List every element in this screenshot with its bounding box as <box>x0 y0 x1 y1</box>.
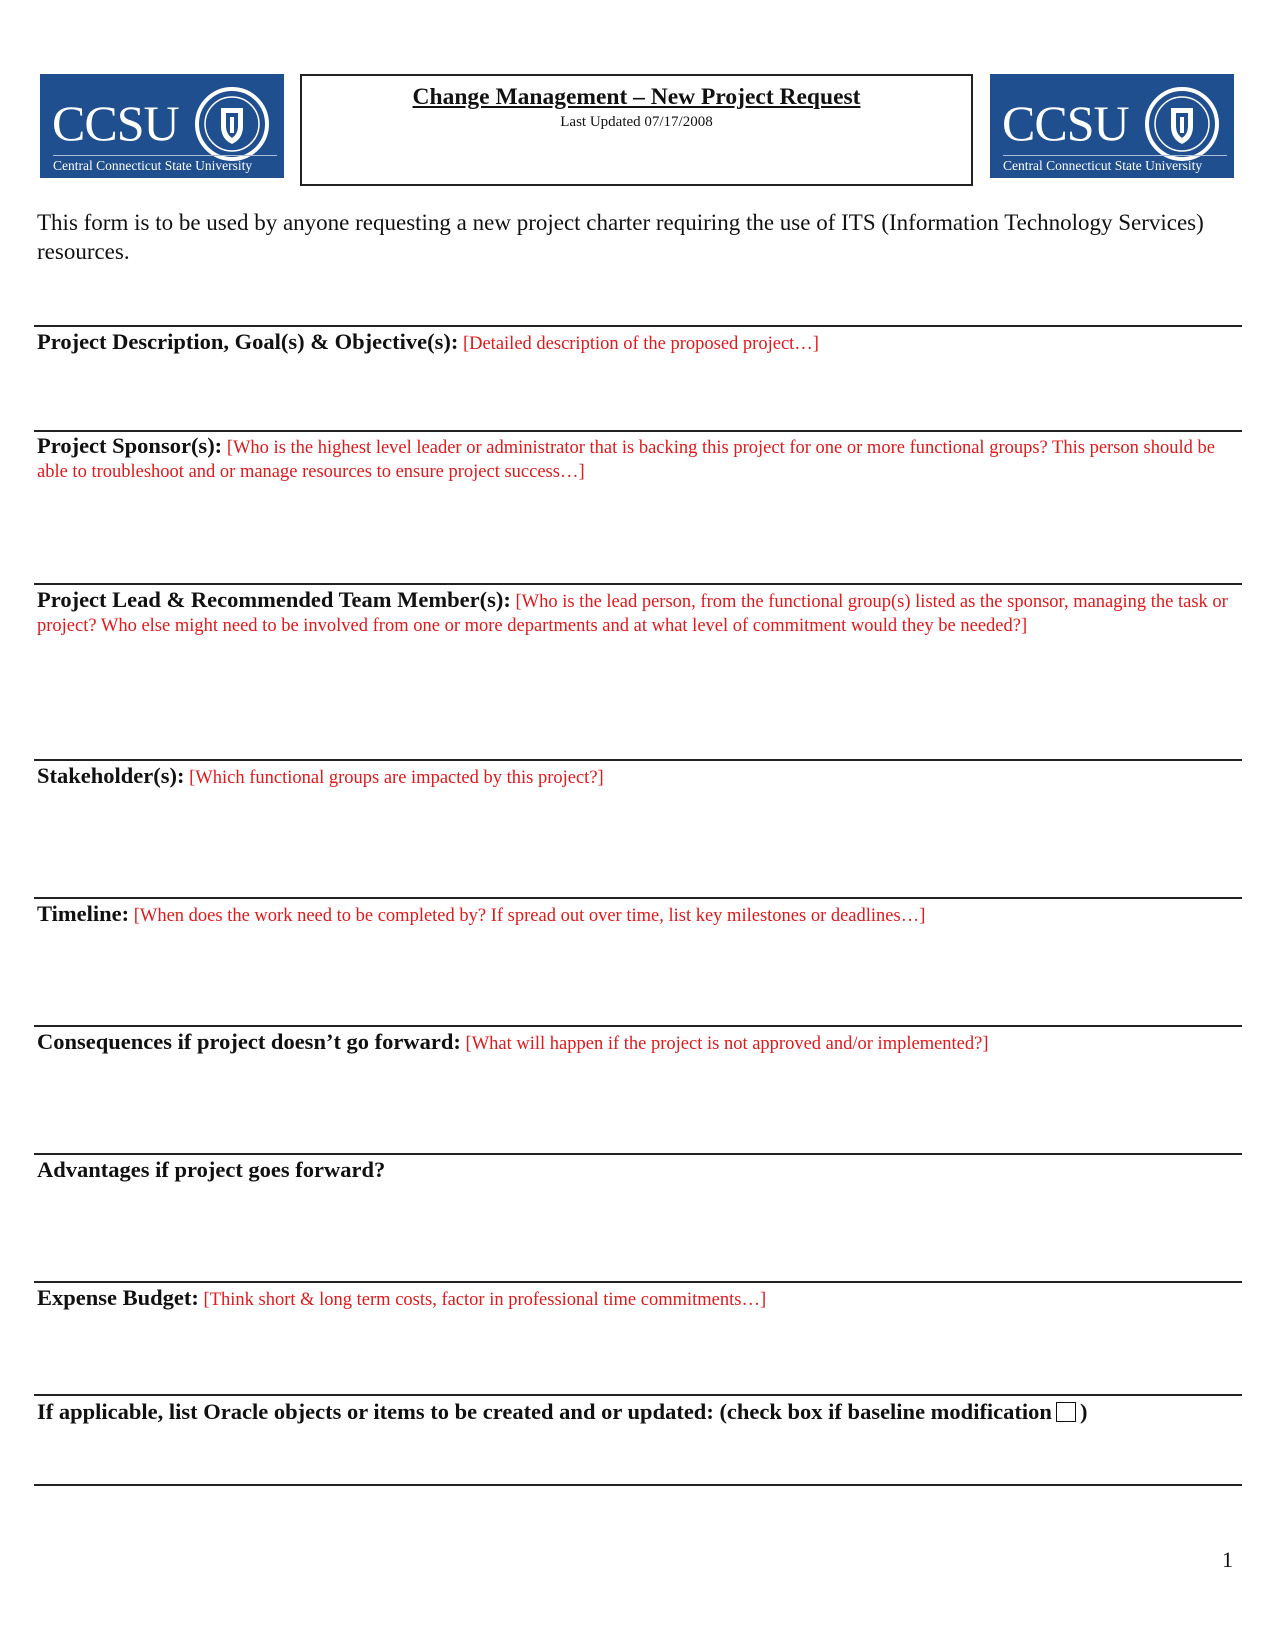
section-divider <box>34 583 1242 585</box>
section-divider <box>34 897 1242 899</box>
field-hint: [Who is the highest level leader or administrator that is backing this project for one or more functional groups? This person should be able to troubleshoot and or manage resources to ensure project success…] <box>37 438 1215 482</box>
section-divider <box>34 1484 1242 1486</box>
field-project-description[interactable] <box>37 330 1237 356</box>
field-hint: [What will happen if the project is not approved and/or implemented?] <box>465 1034 989 1054</box>
logo-wordmark: CCSU <box>1002 95 1129 151</box>
ccsu-logo-right <box>990 74 1234 178</box>
university-seal-icon <box>194 86 270 162</box>
field-label: Expense Budget: <box>37 1285 199 1310</box>
field-project-sponsor[interactable] <box>37 434 1237 484</box>
university-seal-icon <box>1144 86 1220 162</box>
field-label: Timeline: <box>37 901 130 926</box>
logo-tagline: Central Connecticut State University <box>53 158 253 173</box>
field-label: Project Description, Goal(s) & Objective(s): <box>37 329 459 354</box>
field-hint: [Which functional groups are impacted by this project?] <box>189 768 604 788</box>
ccsu-logo-left <box>40 74 284 178</box>
form-title-box <box>300 74 973 186</box>
logo-tagline: Central Connecticut State University <box>1003 158 1203 173</box>
field-stakeholders[interactable] <box>37 764 1237 790</box>
field-label: Consequences if project doesn’t go forward: <box>37 1029 461 1054</box>
field-timeline[interactable] <box>37 902 1237 928</box>
last-updated: Last Updated 07/17/2008 <box>560 114 713 130</box>
section-divider <box>34 430 1242 432</box>
section-divider <box>34 1153 1242 1155</box>
field-hint: [Detailed description of the proposed project…] <box>462 334 819 354</box>
logo-divider <box>53 155 277 156</box>
field-label: If applicable, list Oracle objects or items to be created and or updated: (check box if baseline modification <box>37 1399 1052 1424</box>
logo-divider <box>1003 155 1227 156</box>
section-divider <box>34 1281 1242 1283</box>
form-title: Change Management – New Project Request <box>412 84 861 110</box>
section-divider <box>34 1025 1242 1027</box>
field-hint: [Think short & long term costs, factor in professional time commitments…] <box>203 1290 767 1310</box>
field-advantages[interactable] <box>37 1158 1237 1184</box>
field-label: Project Lead & Recommended Team Member(s): <box>37 587 511 612</box>
section-divider <box>34 759 1242 761</box>
field-expense-budget[interactable] <box>37 1286 1237 1312</box>
field-label: Stakeholder(s): <box>37 763 185 788</box>
section-divider <box>34 1394 1242 1396</box>
field-label: Advantages if project goes forward? <box>37 1157 386 1182</box>
section-divider <box>34 325 1242 327</box>
field-hint: [Who is the lead person, from the functional group(s) listed as the sponsor, managing the task or project? Who else might need to be involved from one or more departments and at what level of commitment would they be needed?] <box>37 592 1228 636</box>
baseline-modification-checkbox[interactable] <box>1056 1402 1076 1422</box>
field-consequences[interactable] <box>37 1030 1237 1056</box>
field-label-close: ) <box>1079 1399 1088 1424</box>
page-number: 1 <box>1222 1547 1233 1572</box>
field-oracle-objects[interactable] <box>37 1400 1237 1426</box>
field-hint: [When does the work need to be completed by? If spread out over time, list key milestones or deadlines…] <box>133 906 926 926</box>
field-label: Project Sponsor(s): <box>37 433 223 458</box>
field-project-lead[interactable] <box>37 588 1237 638</box>
logo-wordmark: CCSU <box>52 95 179 151</box>
intro-paragraph: This form is to be used by anyone requesting a new project charter requiring the use of ITS (Information Technology Services) resources. <box>37 210 1204 264</box>
